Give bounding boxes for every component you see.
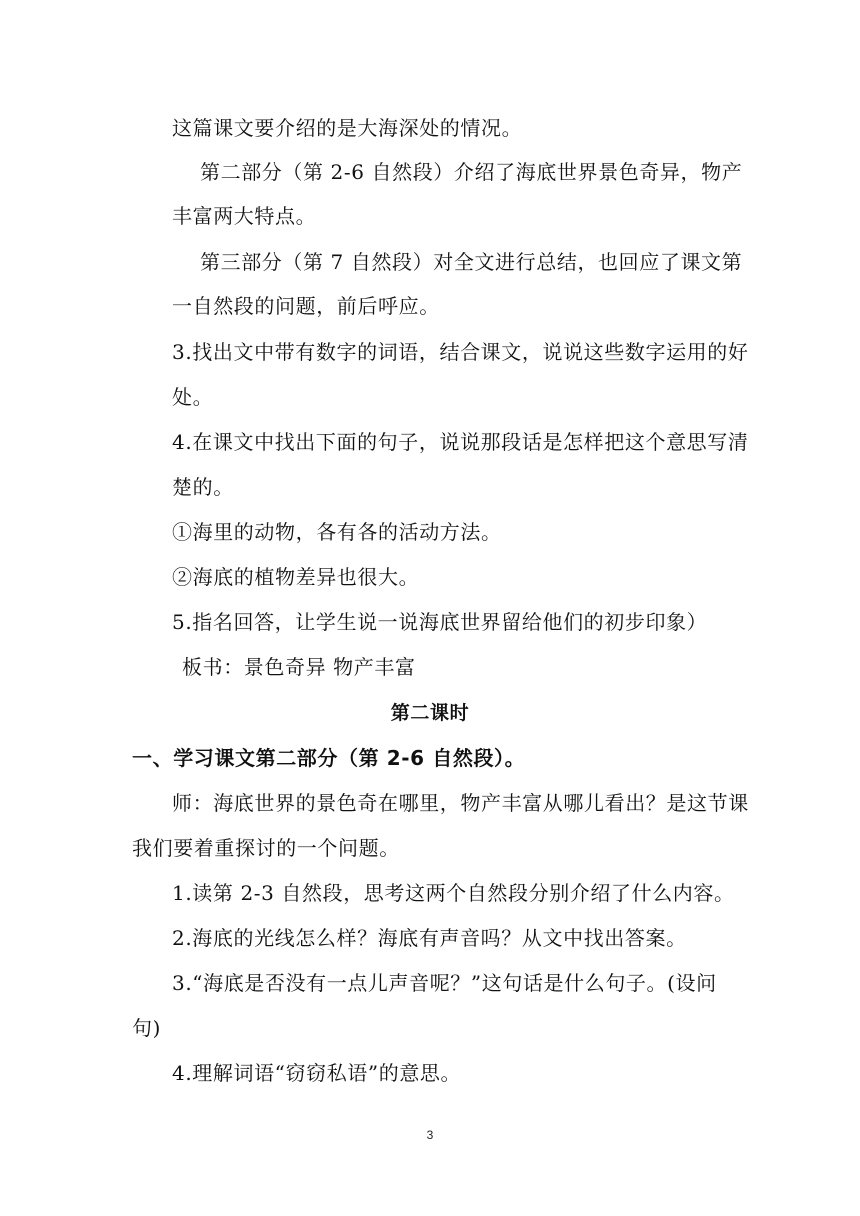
- text-line: 师：海底世界的景色奇在哪里，物产丰富从哪儿看出？是这节课: [172, 791, 749, 815]
- text-line: 丰富两大特点。: [172, 204, 317, 228]
- text-line: ①海里的动物，各有各的活动方法。: [172, 520, 502, 544]
- section-title: 第二课时: [390, 702, 470, 724]
- text-line: 第二部分（第 2-6 自然段）介绍了海底世界景色奇异，物产: [200, 160, 743, 184]
- text-line: 楚的。: [172, 475, 234, 499]
- text-line: 4.理解词语“窃窃私语”的意思。: [172, 1061, 462, 1085]
- text-line: 3.找出文中带有数字的词语，结合课文，说说这些数字运用的好: [172, 340, 749, 364]
- text-line: 2.海底的光线怎么样？海底有声音吗？从文中找出答案。: [172, 926, 687, 950]
- text-line: ②海底的植物差异也很大。: [172, 565, 420, 589]
- text-line: 处。: [172, 385, 214, 409]
- text-line: 5.指名回答，让学生说一说海底世界留给他们的初步印象）: [172, 610, 708, 634]
- page-number: 3: [426, 1128, 434, 1142]
- section-heading: 一、学习课文第二部分（第 2-6 自然段）。: [132, 746, 526, 770]
- text-line: 一自然段的问题，前后呼应。: [172, 294, 440, 318]
- text-line: 句): [132, 1016, 162, 1040]
- board-notes: 板书：景色奇异 物产丰富: [182, 655, 416, 679]
- text-line: 1.读第 2-3 自然段，思考这两个自然段分别介绍了什么内容。: [172, 881, 735, 905]
- text-line: 3.“海底是否没有一点儿声音呢？”这句话是什么句子。(设问: [172, 971, 717, 995]
- text-line: 这篇课文要介绍的是大海深处的情况。: [172, 116, 523, 140]
- text-line: 第三部分（第 7 自然段）对全文进行总结，也回应了课文第: [200, 250, 743, 274]
- text-line: 4.在课文中找出下面的句子，说说那段话是怎样把这个意思写清: [172, 430, 749, 454]
- text-line: 我们要着重探讨的一个问题。: [132, 836, 400, 860]
